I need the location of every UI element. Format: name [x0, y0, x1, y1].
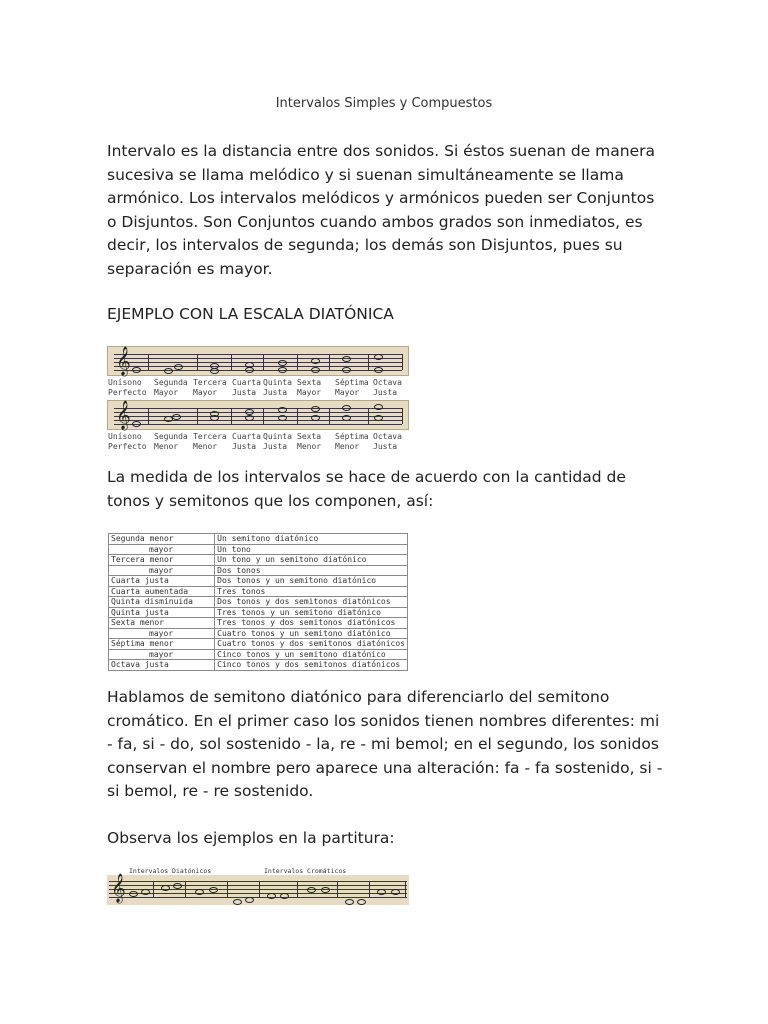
section-heading: EJEMPLO CON LA ESCALA DIATÓNICA — [107, 305, 394, 323]
note — [174, 364, 183, 370]
interval-cell: Quinta disminuida — [109, 597, 215, 608]
distance-cell: Un tono y un semitono diatónico — [215, 555, 408, 566]
note — [129, 891, 138, 897]
interval-cell: mayor — [109, 544, 215, 555]
interval-quality: Menor — [154, 442, 179, 451]
interval-name: Unísono — [108, 378, 142, 387]
interval-name: Séptima — [335, 432, 369, 441]
interval-cell: Cuarta justa — [109, 576, 215, 587]
note — [374, 367, 383, 373]
note — [195, 889, 204, 895]
interval-quality: Justa — [232, 388, 257, 397]
note — [278, 367, 287, 373]
table-row — [109, 586, 408, 597]
interval-quality: Justa — [263, 388, 288, 397]
note — [132, 367, 141, 373]
interval-name: Segunda — [154, 378, 188, 387]
page-title: Intervalos Simples y Compuestos — [275, 96, 493, 111]
note — [311, 367, 320, 373]
distance-cell: Cinco tonos y un semitono diatónico — [215, 649, 408, 660]
paragraph-observe: Observa los ejemplos en la partitura: — [107, 829, 395, 847]
distance-cell: Dos tonos y un semitono diatónico — [215, 576, 408, 587]
note — [357, 899, 366, 905]
note — [233, 899, 242, 905]
table-row — [109, 565, 408, 576]
table-row — [109, 628, 408, 639]
table-row — [109, 649, 408, 660]
table-row — [109, 555, 408, 566]
note — [245, 409, 254, 415]
note — [311, 406, 320, 412]
interval-cell: Cuarta aumentada — [109, 586, 215, 597]
interval-quality: Perfecto — [108, 442, 147, 451]
interval-quality: Mayor — [154, 388, 179, 397]
interval-quality: Mayor — [335, 388, 360, 397]
interval-name: Quinta — [263, 432, 292, 441]
interval-name: Octava — [373, 432, 402, 441]
paragraph-intro: Intervalo es la distancia entre dos sonidos. Si éstos suenan de manera sucesiva se llama melódico y si suenan simultáneamente se llama armónico. Los intervalos melódicos y armónicos pueden ser Conjuntos o Disjuntos. Son Conjuntos cuando ambos grados son inmediatos, es decir, los intervalos de segunda; los demás son Disjuntos, pues su separación es mayor. — [107, 142, 655, 278]
distance-cell: Cuatro tonos y dos semitonos diatónicos — [215, 639, 408, 650]
note — [374, 415, 383, 421]
distance-cell: Cinco tonos y dos semitonos diatónicos — [215, 660, 408, 671]
interval-name: Quinta — [263, 378, 292, 387]
interval-cell: Octava justa — [109, 660, 215, 671]
distance-cell: Tres tonos — [215, 586, 408, 597]
interval-quality: Justa — [373, 388, 398, 397]
score-example — [107, 867, 409, 907]
note — [342, 405, 351, 411]
note — [161, 885, 170, 891]
interval-quality: Menor — [193, 442, 218, 451]
staff — [107, 400, 409, 430]
note — [278, 360, 287, 366]
interval-name: Octava — [373, 378, 402, 387]
interval-quality: Perfecto — [108, 388, 147, 397]
treble-clef-icon: 𝄞 — [111, 873, 126, 902]
interval-cell: Quinta justa — [109, 607, 215, 618]
note — [210, 363, 219, 369]
interval-quality: Mayor — [297, 388, 322, 397]
note — [173, 883, 182, 889]
interval-name: Tercera — [193, 432, 227, 441]
interval-name: Tercera — [193, 378, 227, 387]
distance-cell: Un semitono diatónico — [215, 534, 408, 545]
interval-name: Unísono — [108, 432, 142, 441]
interval-name: Séptima — [335, 378, 369, 387]
table-row — [109, 597, 408, 608]
interval-quality: Mayor — [193, 388, 218, 397]
note — [132, 421, 141, 427]
paragraph-semitone: Hablamos de semitono diatónico para diferenciarlo del semitono cromático. En el primer caso los sonidos tienen nombres diferentes: mi - fa, si - do, sol sostenido - la, re - mi bemol; en el segundo, los sonidos conservan el nombre pero aparece una alteración: fa - fa sostenido, si - si bemol, re - re sostenido. — [107, 688, 663, 800]
note — [209, 887, 218, 893]
note — [377, 889, 386, 895]
note — [280, 893, 289, 899]
treble-clef-icon: 𝄞 — [116, 400, 131, 429]
interval-quality: Menor — [297, 442, 322, 451]
interval-table — [108, 533, 408, 671]
interval-quality: Justa — [232, 442, 257, 451]
interval-quality: Menor — [335, 442, 360, 451]
note — [267, 893, 276, 899]
interval-name: Cuarta — [232, 432, 261, 441]
staff — [107, 346, 409, 376]
staff — [107, 875, 409, 905]
interval-cell: Sexta menor — [109, 618, 215, 629]
interval-name: Segunda — [154, 432, 188, 441]
interval-cell: Séptima menor — [109, 639, 215, 650]
note — [342, 415, 351, 421]
paragraph-measure: La medida de los intervalos se hace de acuerdo con la cantidad de tonos y semitonos que los componen, así: — [107, 468, 626, 510]
note — [245, 362, 254, 368]
note — [321, 887, 330, 893]
score-label-diatonic: Intervalos Diatónicos — [129, 867, 212, 875]
note — [311, 415, 320, 421]
table-row — [109, 618, 408, 629]
note — [307, 887, 316, 893]
note — [245, 897, 254, 903]
interval-cell: mayor — [109, 628, 215, 639]
note — [374, 404, 383, 410]
interval-cell: Tercera menor — [109, 555, 215, 566]
note — [374, 354, 383, 360]
interval-name: Sexta — [297, 432, 322, 441]
note — [342, 367, 351, 373]
interval-cell: mayor — [109, 565, 215, 576]
interval-name: Sexta — [297, 378, 322, 387]
distance-cell: Tres tonos y un semitono diatónico — [215, 607, 408, 618]
table-row — [109, 534, 408, 545]
distance-cell: Dos tonos — [215, 565, 408, 576]
score-label-chromatic: Intervalos Cromáticos — [264, 867, 347, 875]
table-row — [109, 544, 408, 555]
table-row — [109, 607, 408, 618]
interval-quality: Justa — [373, 442, 398, 451]
note — [210, 411, 219, 417]
note — [245, 415, 254, 421]
interval-cell: Segunda menor — [109, 534, 215, 545]
interval-cell: mayor — [109, 649, 215, 660]
interval-name: Cuarta — [232, 378, 261, 387]
distance-cell: Tres tonos y dos semitonos diatónicos — [215, 618, 408, 629]
treble-clef-icon: 𝄞 — [116, 346, 131, 375]
table-row — [109, 576, 408, 587]
note — [141, 889, 150, 895]
note — [278, 415, 287, 421]
distance-cell: Cuatro tonos y un semitono diatónico — [215, 628, 408, 639]
note — [342, 356, 351, 362]
note — [311, 358, 320, 364]
table-row — [109, 639, 408, 650]
distance-cell: Dos tonos y dos semitonos diatónicos — [215, 597, 408, 608]
table-row — [109, 660, 408, 671]
note — [345, 899, 354, 905]
note — [278, 407, 287, 413]
note — [172, 414, 181, 420]
note — [391, 889, 400, 895]
interval-quality: Justa — [263, 442, 288, 451]
note — [164, 368, 173, 374]
distance-cell: Un tono — [215, 544, 408, 555]
